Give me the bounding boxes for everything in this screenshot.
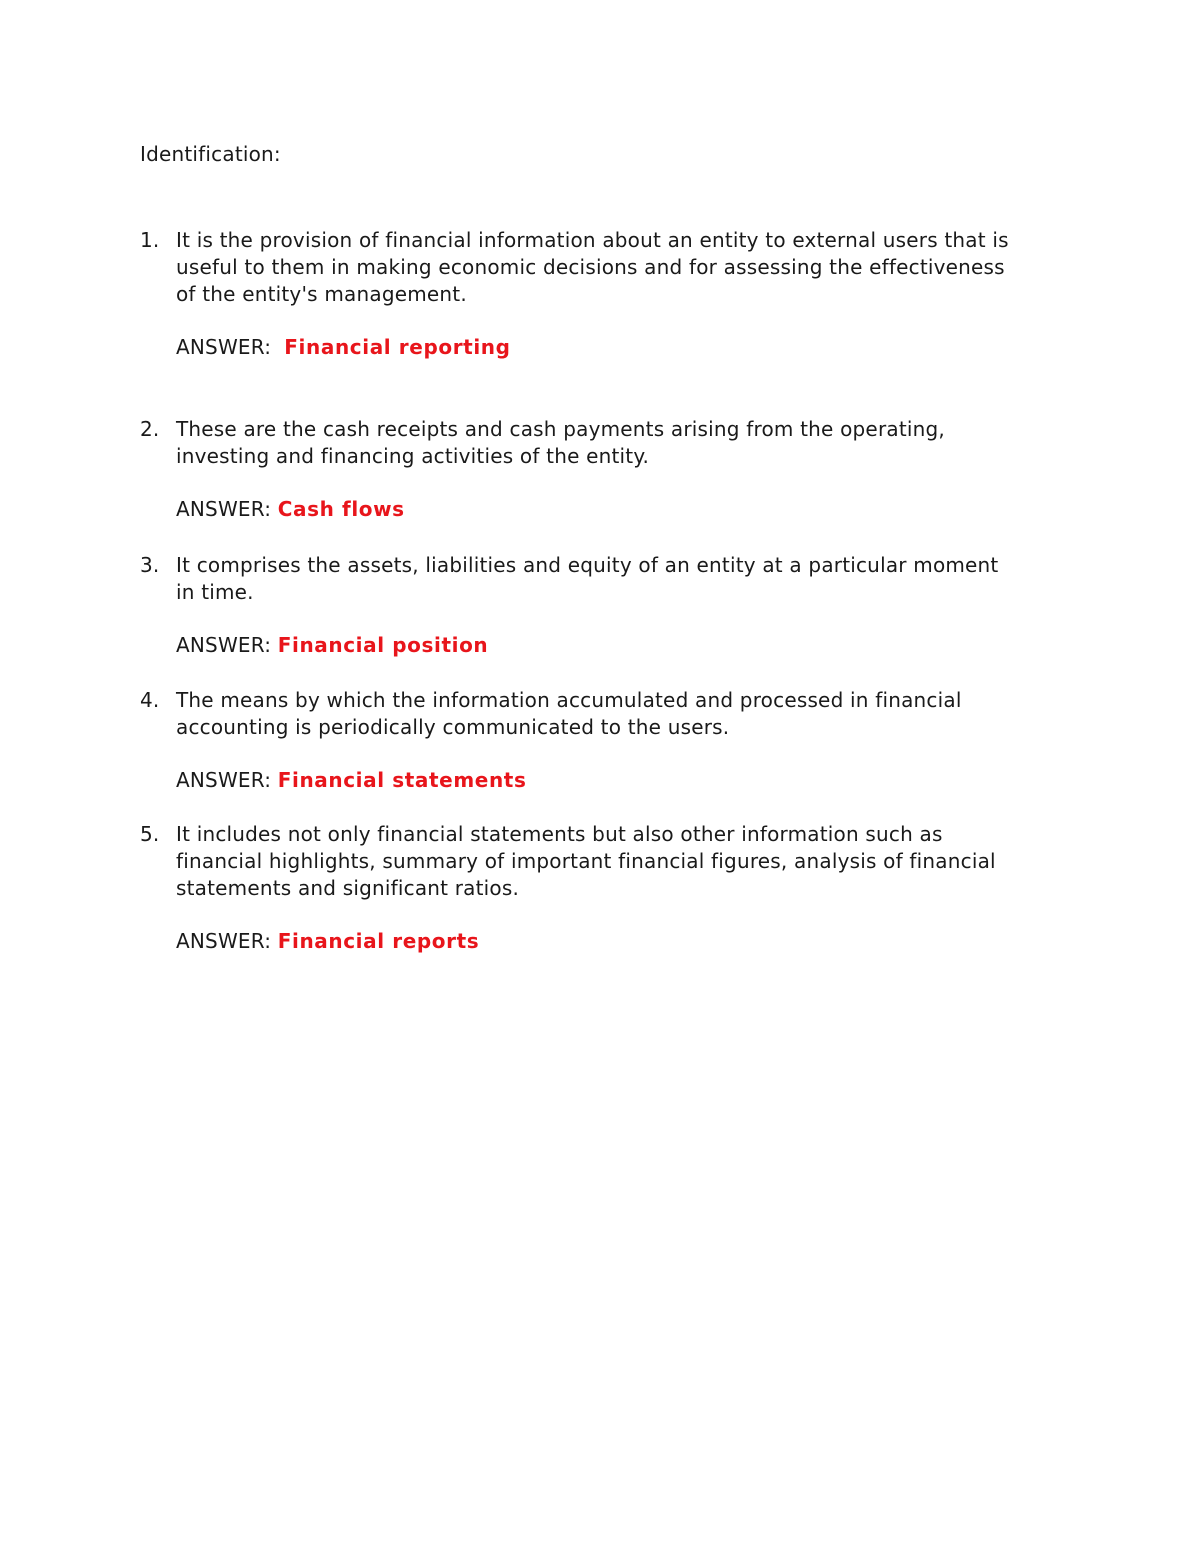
question-line: of the entity's management. (176, 282, 467, 306)
answer-label: ANSWER: (176, 335, 272, 359)
question-line: These are the cash receipts and cash payments arising from the operating, (176, 417, 945, 441)
question-text (176, 552, 1070, 606)
item-number: 4. (140, 688, 160, 712)
question-item (140, 416, 1070, 523)
answer-value: Financial reporting (284, 335, 511, 359)
answer-value: Financial reports (277, 929, 480, 953)
answer-line (176, 928, 1070, 955)
answer-label: ANSWER: (176, 929, 272, 953)
item-number: 3. (140, 553, 160, 577)
question-line: in time. (176, 580, 254, 604)
answer-value: Cash flows (277, 497, 405, 521)
question-text (176, 416, 1070, 470)
question-line: useful to them in making economic decisions and for assessing the effectiveness (176, 255, 1005, 279)
answer-line (176, 496, 1070, 523)
question-text (176, 227, 1070, 308)
question-text (176, 687, 1070, 741)
question-line: The means by which the information accumulated and processed in financial (176, 688, 962, 712)
answer-line (176, 767, 1070, 794)
question-item (140, 821, 1070, 955)
question-line: It is the provision of financial information about an entity to external users that is (176, 228, 1009, 252)
question-item (140, 687, 1070, 794)
answer-value: Financial statements (277, 768, 527, 792)
answer-value: Financial position (277, 633, 489, 657)
question-line: It includes not only financial statements but also other information such as (176, 822, 943, 846)
question-line: financial highlights, summary of important financial figures, analysis of financial (176, 849, 996, 873)
question-item (140, 227, 1070, 361)
answer-label: ANSWER: (176, 497, 272, 521)
answer-line (176, 334, 1070, 361)
item-number: 1. (140, 228, 160, 252)
section-heading: Identification: (140, 142, 281, 166)
question-item (140, 552, 1070, 659)
answer-label: ANSWER: (176, 633, 272, 657)
question-line: accounting is periodically communicated to the users. (176, 715, 730, 739)
item-number: 5. (140, 822, 160, 846)
item-number: 2. (140, 417, 160, 441)
question-line: It comprises the assets, liabilities and equity of an entity at a particular moment (176, 553, 999, 577)
question-text (176, 821, 1070, 902)
question-line: investing and financing activities of the entity. (176, 444, 650, 468)
question-line: statements and significant ratios. (176, 876, 520, 900)
answer-label: ANSWER: (176, 768, 272, 792)
answer-line (176, 632, 1070, 659)
